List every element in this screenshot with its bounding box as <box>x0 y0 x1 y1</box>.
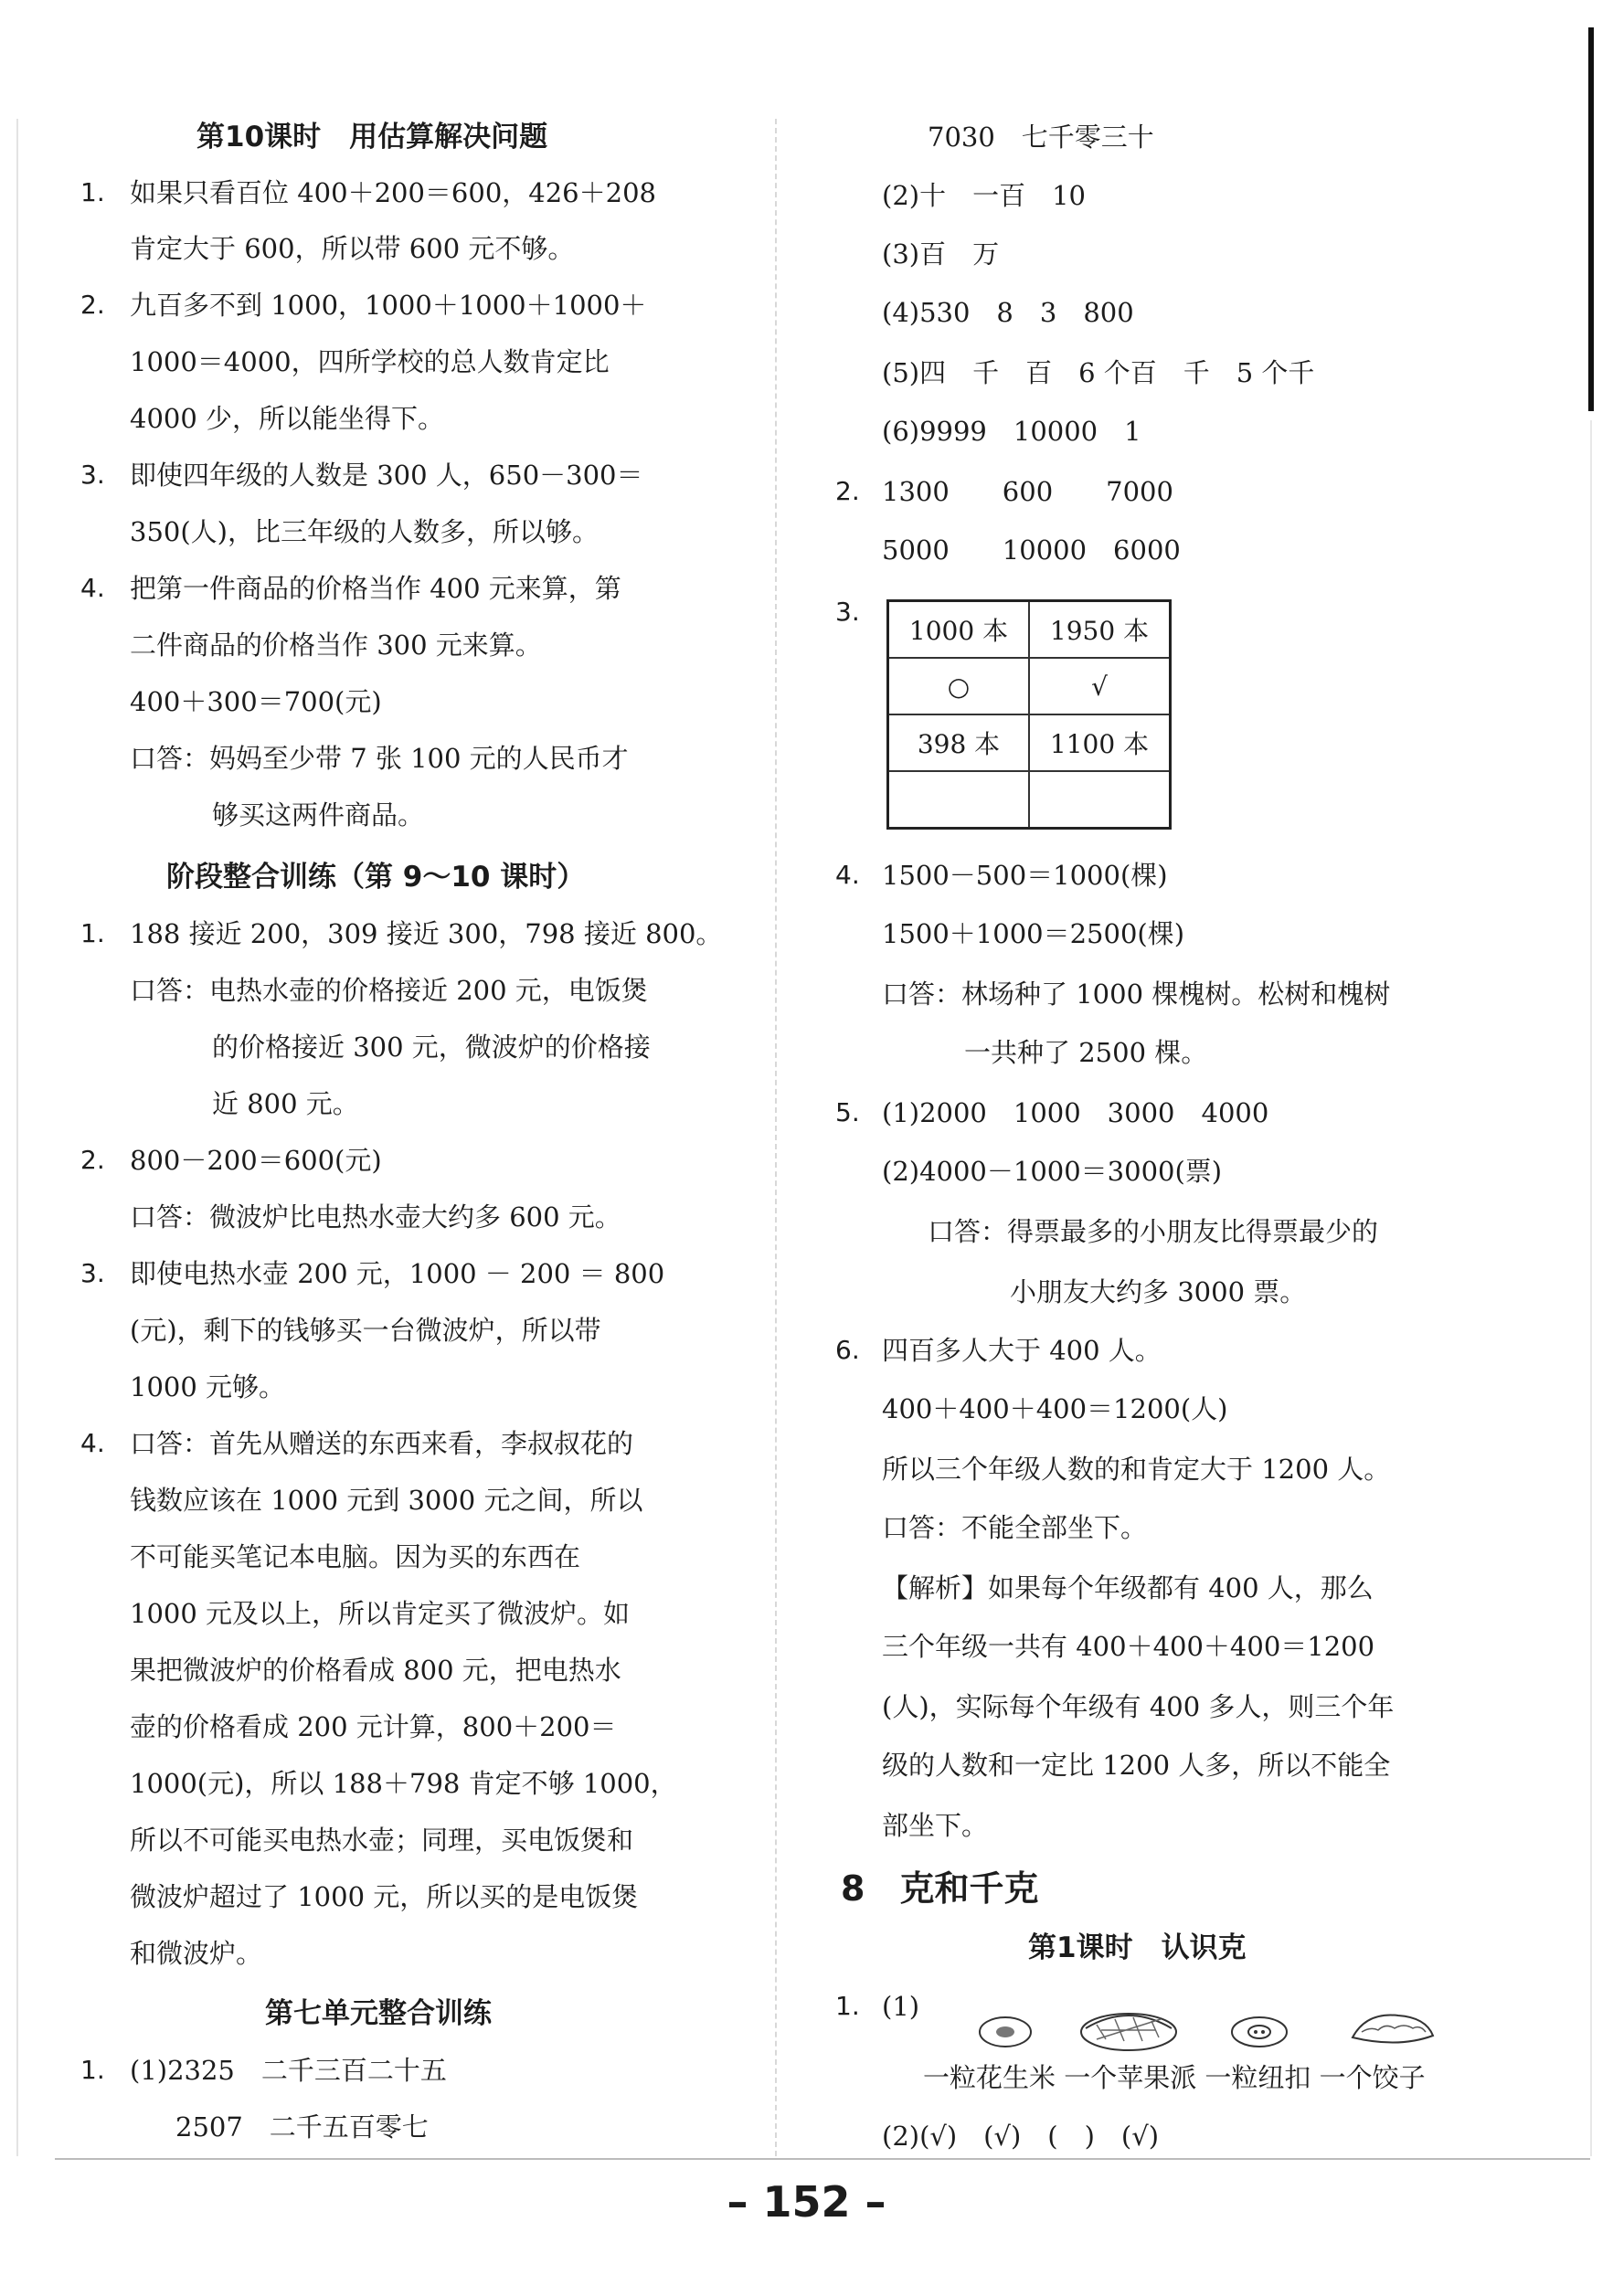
answer-line: 够买这两件商品。 <box>212 799 425 831</box>
footer-line <box>55 2158 1590 2160</box>
question-number: 2. <box>80 290 105 320</box>
question-number: 2. <box>80 1145 105 1175</box>
answer-line: 把第一件商品的价格当作 400 元来算，第 <box>130 573 621 604</box>
answer-line: 口答：首先从赠送的东西来看，李叔叔花的 <box>130 1428 634 1459</box>
analysis-line: 部坐下。 <box>882 1810 989 1841</box>
question-number: 3. <box>80 460 105 490</box>
table-cell <box>1029 771 1171 829</box>
answer-line: 350(人)，比三年级的人数多，所以够。 <box>130 516 599 547</box>
table-cell <box>888 771 1030 829</box>
question-number: 1. <box>835 1991 860 2021</box>
answer-line: 口答：得票最多的小朋友比得票最少的 <box>928 1216 1379 1247</box>
answer-line: 400＋400＋400＝1200(人) <box>882 1393 1228 1424</box>
answer-line: 果把微波炉的价格看成 800 元，把电热水 <box>130 1655 621 1686</box>
answer-line: 1000 元够。 <box>130 1371 286 1402</box>
question-number: 3. <box>835 597 860 627</box>
column-divider <box>775 119 777 2156</box>
answer-line: 小朋友大约多 3000 票。 <box>1010 1276 1307 1307</box>
analysis-line: 三个年级一共有 400＋400＋400＝1200 <box>882 1631 1375 1662</box>
question-number: 5. <box>835 1097 860 1127</box>
answer-line: (2)(√) (√) ( ) (√) <box>882 2121 1160 2152</box>
answer-line: 4000 少，所以能坐得下。 <box>130 403 445 434</box>
answer-line: 即使电热水壶 200 元，1000 － 200 ＝ 800 <box>130 1258 665 1289</box>
question-number: 6. <box>835 1335 860 1365</box>
answer-line: 近 800 元。 <box>212 1088 359 1119</box>
lesson10-title: 第10课时 用估算解决问题 <box>196 121 548 153</box>
answer-line: 5000 10000 6000 <box>882 534 1181 566</box>
table-cell: 398 本 <box>888 714 1030 771</box>
answer-line: (1)2000 1000 3000 4000 <box>882 1097 1269 1128</box>
answer-line: (2)4000－1000＝3000(票) <box>882 1156 1223 1187</box>
answer-line: (6)9999 10000 1 <box>882 416 1141 447</box>
answer-line: 四百多人大于 400 人。 <box>882 1335 1162 1366</box>
answer-line: (5)四 千 百 6 个百 千 5 个千 <box>882 357 1315 388</box>
answer-line: 二件商品的价格当作 300 元来算。 <box>130 630 542 661</box>
answer-line: 钱数应该在 1000 元到 3000 元之间，所以 <box>130 1485 643 1516</box>
question-number: 3. <box>80 1258 105 1288</box>
table-cell: 1100 本 <box>1029 714 1171 771</box>
answer-line: (1)2325 二千三百二十五 <box>130 2055 447 2086</box>
answer-line: 1500－500＝1000(棵) <box>882 860 1168 891</box>
edge-line <box>1590 420 1592 2156</box>
answer-line: 所以三个年级人数的和肯定大于 1200 人。 <box>882 1454 1391 1485</box>
answer-line: 400＋300＝700(元) <box>130 686 382 717</box>
answer-line: 一共种了 2500 棵。 <box>964 1037 1208 1068</box>
answer-line: 7030 七千零三十 <box>928 122 1154 153</box>
answer-line: 1500＋1000＝2500(棵) <box>882 918 1185 949</box>
answer-line: 1000(元)，所以 188＋798 肯定不够 1000， <box>130 1768 677 1799</box>
table-cell: √ <box>1029 658 1171 714</box>
answer-line: 微波炉超过了 1000 元，所以买的是电饭煲 <box>130 1881 639 1912</box>
question-number: 1. <box>80 918 105 948</box>
answer-line: 肯定大于 600，所以带 600 元不够。 <box>130 233 575 264</box>
answer-line: 口答：妈妈至少带 7 张 100 元的人民币才 <box>130 743 629 774</box>
answer-line: (元)，剩下的钱够买一台微波炉，所以带 <box>130 1315 601 1346</box>
answer-line: (3)百 万 <box>882 238 1000 270</box>
answer-line: 口答：林场种了 1000 棵槐树。松树和槐树 <box>882 979 1391 1010</box>
table-cell: 1000 本 <box>888 601 1030 659</box>
analysis-line: (人)，实际每个年级有 400 多人，则三个年 <box>882 1691 1395 1722</box>
stage-title: 阶段整合训练（第 9～10 课时） <box>166 861 586 894</box>
answer-line: 1000＝4000，四所学校的总人数肯定比 <box>130 346 610 377</box>
unit8-title: 8 克和千克 <box>841 1868 1039 1909</box>
edge-bar <box>1588 27 1594 411</box>
answer-line: 壶的价格看成 200 元计算，800＋200＝ <box>130 1711 617 1742</box>
answer-line: 如果只看百位 400＋200＝600，426＋208 <box>130 177 656 208</box>
unit7-title: 第七单元整合训练 <box>265 1997 492 2030</box>
question-number: 4. <box>80 573 105 603</box>
answer-line: 2507 二千五百零七 <box>175 2111 429 2143</box>
answer-line: 即使四年级的人数是 300 人，650－300＝ <box>130 460 643 491</box>
left-margin-line <box>16 119 18 2156</box>
question-number: 4. <box>835 860 860 890</box>
question-number: 4. <box>80 1428 105 1458</box>
answer-line: 1000 元及以上，所以肯定买了微波炉。如 <box>130 1598 631 1629</box>
answer-line: 口答：不能全部坐下。 <box>882 1512 1148 1543</box>
answer-table <box>886 599 1172 830</box>
answer-line: 188 接近 200，309 接近 300，798 接近 800。 <box>130 918 723 949</box>
answer-line: 所以不可能买电热水壶；同理，买电饭煲和 <box>130 1825 634 1856</box>
dumpling-icon <box>1353 2016 1433 2043</box>
analysis-line: 【解析】如果每个年级都有 400 人，那么 <box>882 1572 1374 1603</box>
apple-pie-icon <box>1081 2014 1176 2050</box>
object-illustrations <box>969 1999 1480 2063</box>
question-number: 1. <box>80 2055 105 2085</box>
answer-line: 和微波炉。 <box>130 1938 263 1969</box>
answer-line: 不可能买笔记本电脑。因为买的东西在 <box>130 1541 581 1572</box>
answer-line: 九百多不到 1000，1000＋1000＋1000＋ <box>130 290 647 321</box>
question-number: 2. <box>835 476 860 506</box>
lesson1-title: 第1课时 认识克 <box>1028 1931 1247 1964</box>
answer-line: (4)530 8 3 800 <box>882 297 1134 328</box>
answer-line: (1) <box>882 1991 920 2022</box>
answer-line: 的价格接近 300 元，微波炉的价格接 <box>212 1032 651 1063</box>
answer-line: 口答：微波炉比电热水壶大约多 600 元。 <box>130 1201 621 1233</box>
peanut-icon <box>980 2017 1031 2047</box>
analysis-line: 级的人数和一定比 1200 人多，所以不能全 <box>882 1750 1391 1781</box>
button-icon <box>1232 2017 1287 2047</box>
answer-line: 800－200＝600(元) <box>130 1145 382 1176</box>
object-labels: 一粒花生米 一个苹果派 一粒纽扣 一个饺子 <box>923 2062 1426 2093</box>
table-cell: ○ <box>888 658 1030 714</box>
picture-row <box>969 1999 1480 2063</box>
table-cell: 1950 本 <box>1029 601 1171 659</box>
page-number: – 152 – <box>727 2177 886 2227</box>
question-number: 1. <box>80 177 105 207</box>
answer-line: 1300 600 7000 <box>882 476 1173 507</box>
answer-line: 口答：电热水壶的价格接近 200 元，电饭煲 <box>130 975 648 1006</box>
answer-line: (2)十 一百 10 <box>882 180 1086 211</box>
